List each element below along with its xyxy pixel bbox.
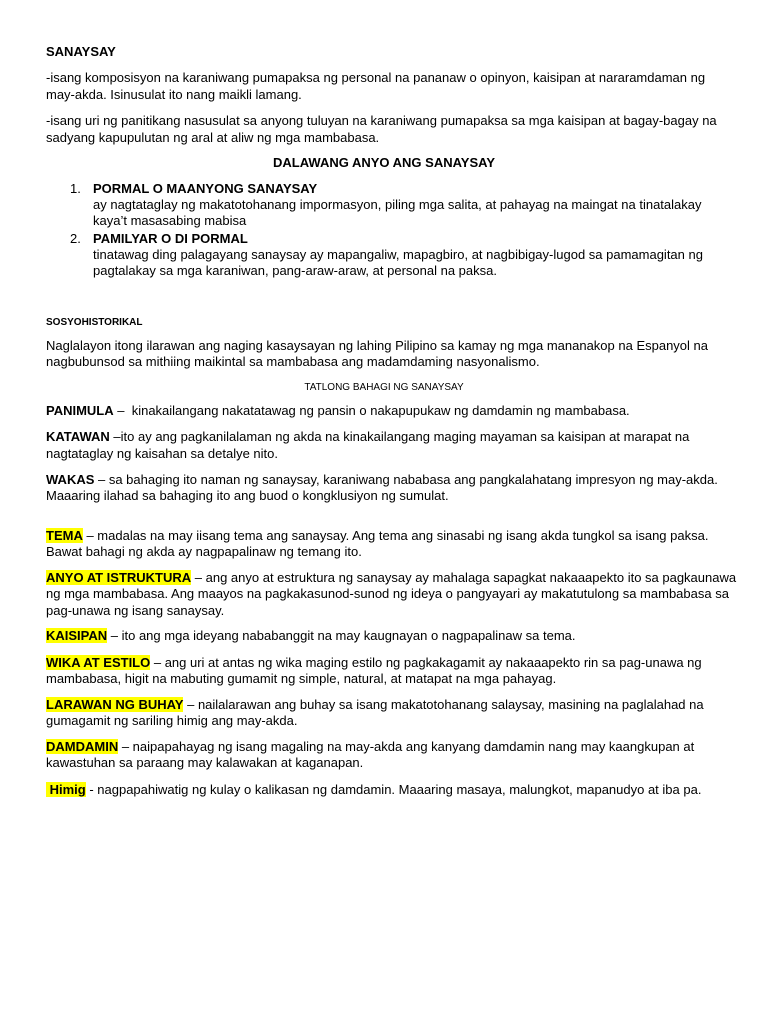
elemento-kaisipan — [46, 628, 576, 644]
anyo-1-title: PORMAL O MAANYONG SANAYSAY — [93, 181, 318, 196]
anyo-1-text-line-2: kaya’t masasabing mabisa — [93, 213, 247, 228]
sosyo-text-line-2: nagbubunsod sa mithiing maikintal sa mambabasa ang madamdaming nasyonalismo. — [46, 354, 540, 369]
term-label: PANIMULA — [46, 403, 114, 418]
elemento-tema-cont: Bawat bahagi ng akda ay nagpapalinaw ng temang ito. — [46, 544, 362, 559]
definition-2-line-1: -isang uri ng panitikang nasusulat sa anyong tuluyan na karaniwang pumapaksa sa mga kaisipan at bagay-bagay na — [46, 113, 717, 128]
term-label: KATAWAN — [46, 429, 110, 444]
document-title: SANAYSAY — [46, 44, 116, 59]
elemento-larawan — [46, 697, 704, 713]
elemento-wika-cont: mambabasa, higit na mabuting gumamit ng simple, natural, at matapat na mga pahayag. — [46, 671, 557, 686]
anyo-2-text-line-1: tinatawag ding palagayang sanaysay ay mapangaliw, mapagbiro, at nagbibigay-lugod sa pamamagitan ng — [93, 247, 703, 262]
term-description: - nagpapahiwatig ng kulay o kalikasan ng damdamin. Maaaring masaya, malungkot, mapanudyo at iba pa. — [85, 782, 702, 797]
anyo-2-text-line-2: pagtalakay sa mga karaniwan, pang-araw-araw, at personal na paksa. — [93, 263, 497, 278]
sosyo-heading: SOSYOHISTORIKAL — [46, 317, 143, 328]
highlighted-term: TEMA — [46, 528, 83, 543]
list-number: 2. — [70, 231, 81, 246]
elemento-himig — [46, 782, 701, 798]
term-description: – ang anyo at estruktura ng sanaysay ay mahalaga sapagkat nakaaapekto ito sa pagkaunawa — [191, 570, 737, 585]
term-label: WAKAS — [46, 472, 95, 487]
bahagi-wakas-cont: Maaaring ilahad sa bahaging ito ang buod o kongklusiyon ng sumulat. — [46, 488, 449, 503]
term-description: – madalas na may iisang tema ang sanaysay. Ang tema ang sinasabi ng isang akda tungkol sa isang paksa. — [82, 528, 709, 543]
term-description: –ito ay ang pagkanilalaman ng akda na kinakailangang maging mayaman sa kaisipan at marapat na — [109, 429, 690, 444]
list-number: 1. — [70, 181, 81, 196]
elemento-damdamin-cont: kawastuhan sa paraang may kalawakan at kaganapan. — [46, 755, 364, 770]
elemento-larawan-cont: gumagamit ng sariling himig ang may-akda. — [46, 713, 298, 728]
bahagi-wakas — [46, 472, 718, 488]
bahagi-heading: TATLONG BAHAGI NG SANAYSAY — [304, 382, 464, 393]
bahagi-panimula — [46, 403, 630, 419]
definition-2-line-2: sadyang kapupulutan ng aral at aliw ng mga mambabasa. — [46, 130, 380, 145]
elemento-anyo-cont-2: pag-unawa ng isang sanaysay. — [46, 603, 225, 618]
term-description: – naipapahayag ng isang magaling na may-akda ang kanyang damdamin nang may kaangkupan at — [118, 739, 695, 754]
elemento-damdamin — [46, 739, 694, 755]
term-description: – kinakailangang nakatatawag ng pansin o nakapupukaw ng damdamin ng mambabasa. — [113, 403, 630, 418]
anyo-2-title: PAMILYAR O DI PORMAL — [93, 231, 248, 246]
highlighted-term: KAISIPAN — [46, 628, 108, 643]
bahagi-katawan — [46, 429, 689, 445]
sosyo-text-line-1: Naglalayon itong ilarawan ang naging kasaysayan ng lahing Pilipino sa kamay ng mga mananakop na Espanyol na — [46, 338, 708, 353]
term-description: – ito ang mga ideyang nababanggit na may kaugnayan o nagpapalinaw sa tema. — [107, 628, 576, 643]
bahagi-katawan-cont: nagtataglay ng kaisahan sa detalye nito. — [46, 446, 279, 461]
highlighted-term: LARAWAN NG BUHAY — [46, 697, 184, 712]
term-description: – ang uri at antas ng wika maging estilo ng pagkakagamit ay nakaaapekto rin sa pag-unawa ng — [150, 655, 702, 670]
highlighted-term: DAMDAMIN — [46, 739, 119, 754]
anyo-1-text-line-1: ay nagtataglay ng makatotohanang impormasyon, piling mga salita, at pahayag na maingat na tinatalakay — [93, 197, 702, 212]
highlighted-term: WIKA AT ESTILO — [46, 655, 151, 670]
anyo-heading: DALAWANG ANYO ANG SANAYSAY — [273, 155, 495, 170]
term-description: – sa bahaging ito naman ng sanaysay, karaniwang nababasa ang pangkalahatang impresyon ng may-akda. — [94, 472, 718, 487]
definition-1-line-1: -isang komposisyon na karaniwang pumapaksa ng personal na pananaw o opinyon, kaisipan at nararamdaman ng — [46, 70, 706, 85]
highlighted-term: ANYO AT ISTRUKTURA — [46, 570, 192, 585]
elemento-anyo-cont-1: ng mga mambabasa. Ang maayos na pagkakasunod-sunod ng ideya o pangyayari ay makatutulong sa mambabasa sa — [46, 586, 729, 601]
highlighted-term: Himig — [46, 782, 86, 797]
definition-1-line-2: may-akda. Isinusulat ito nang maikli lamang. — [46, 87, 302, 102]
elemento-wika — [46, 655, 702, 671]
term-description: – nailalarawan ang buhay sa isang makatotohanang salaysay, masining na paglalahad na — [183, 697, 704, 712]
elemento-tema — [46, 528, 708, 544]
elemento-anyo — [46, 570, 736, 586]
